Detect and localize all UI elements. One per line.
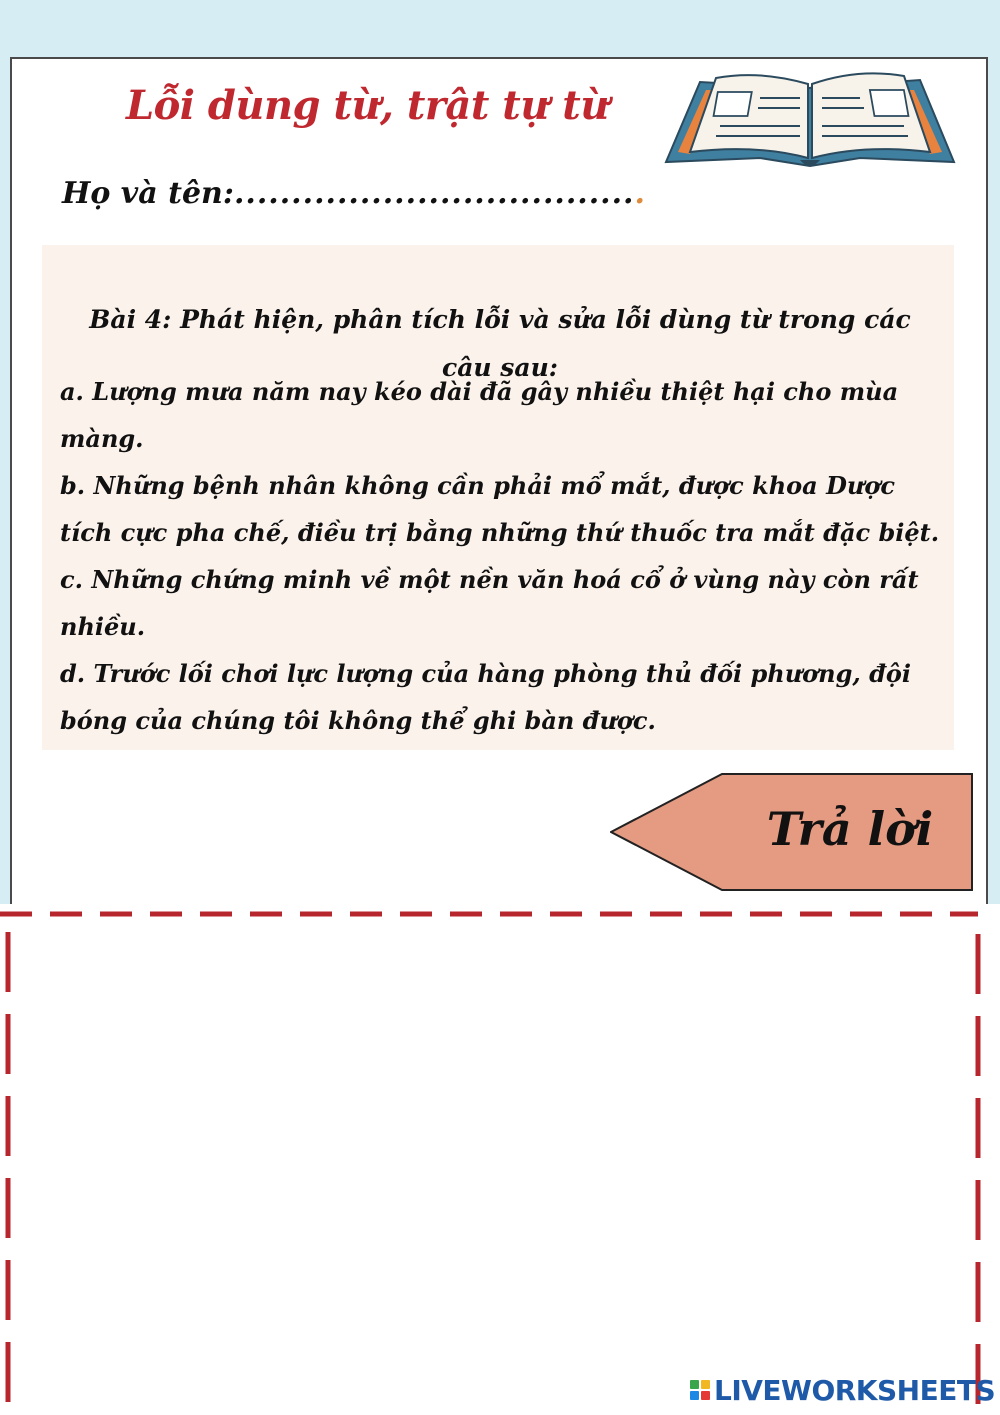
logo-grid-icon — [690, 1380, 710, 1400]
sentence-b: b. Những bệnh nhân không cần phải mổ mắt, được khoa Dược tích cực pha chế, điều trị bằng những thứ thuốc tra mắt đặc biệt. — [60, 471, 940, 547]
logo-square-2 — [701, 1380, 710, 1389]
logo-square-1 — [690, 1380, 699, 1389]
name-dotted-line-end: . — [634, 176, 645, 211]
answer-label: Trả lời — [766, 802, 934, 856]
logo-square-3 — [690, 1391, 699, 1400]
sentence-d: d. Trước lối chơi lực lượng của hàng phòng thủ đối phương, đội bóng của chúng tôi không thể ghi bàn được. — [60, 659, 912, 735]
logo-square-4 — [701, 1391, 710, 1400]
sentence-list — [60, 368, 980, 744]
logo-text: LIVEWORKSHEETS — [714, 1373, 996, 1407]
name-label: Họ và tên: — [62, 176, 234, 211]
sentence-c: c. Những chứng minh về một nền văn hoá cổ ở vùng này còn rất nhiều. — [60, 565, 919, 641]
sentence-a: a. Lượng mưa năm nay kéo dài đã gây nhiều thiệt hại cho mùa màng. — [60, 377, 899, 453]
answer-box[interactable] — [0, 904, 1000, 1415]
student-name-field[interactable] — [62, 176, 645, 211]
name-dotted-line: ................................... — [233, 176, 635, 211]
task-heading: Bài 4: Phát hiện, phân tích lỗi và sửa lỗi dùng từ trong các câu sau: — [89, 305, 911, 382]
liveworksheets-logo — [690, 1372, 995, 1408]
open-book-icon — [660, 68, 960, 172]
worksheet-title: Lỗi dùng từ, trật tự từ — [126, 82, 609, 129]
